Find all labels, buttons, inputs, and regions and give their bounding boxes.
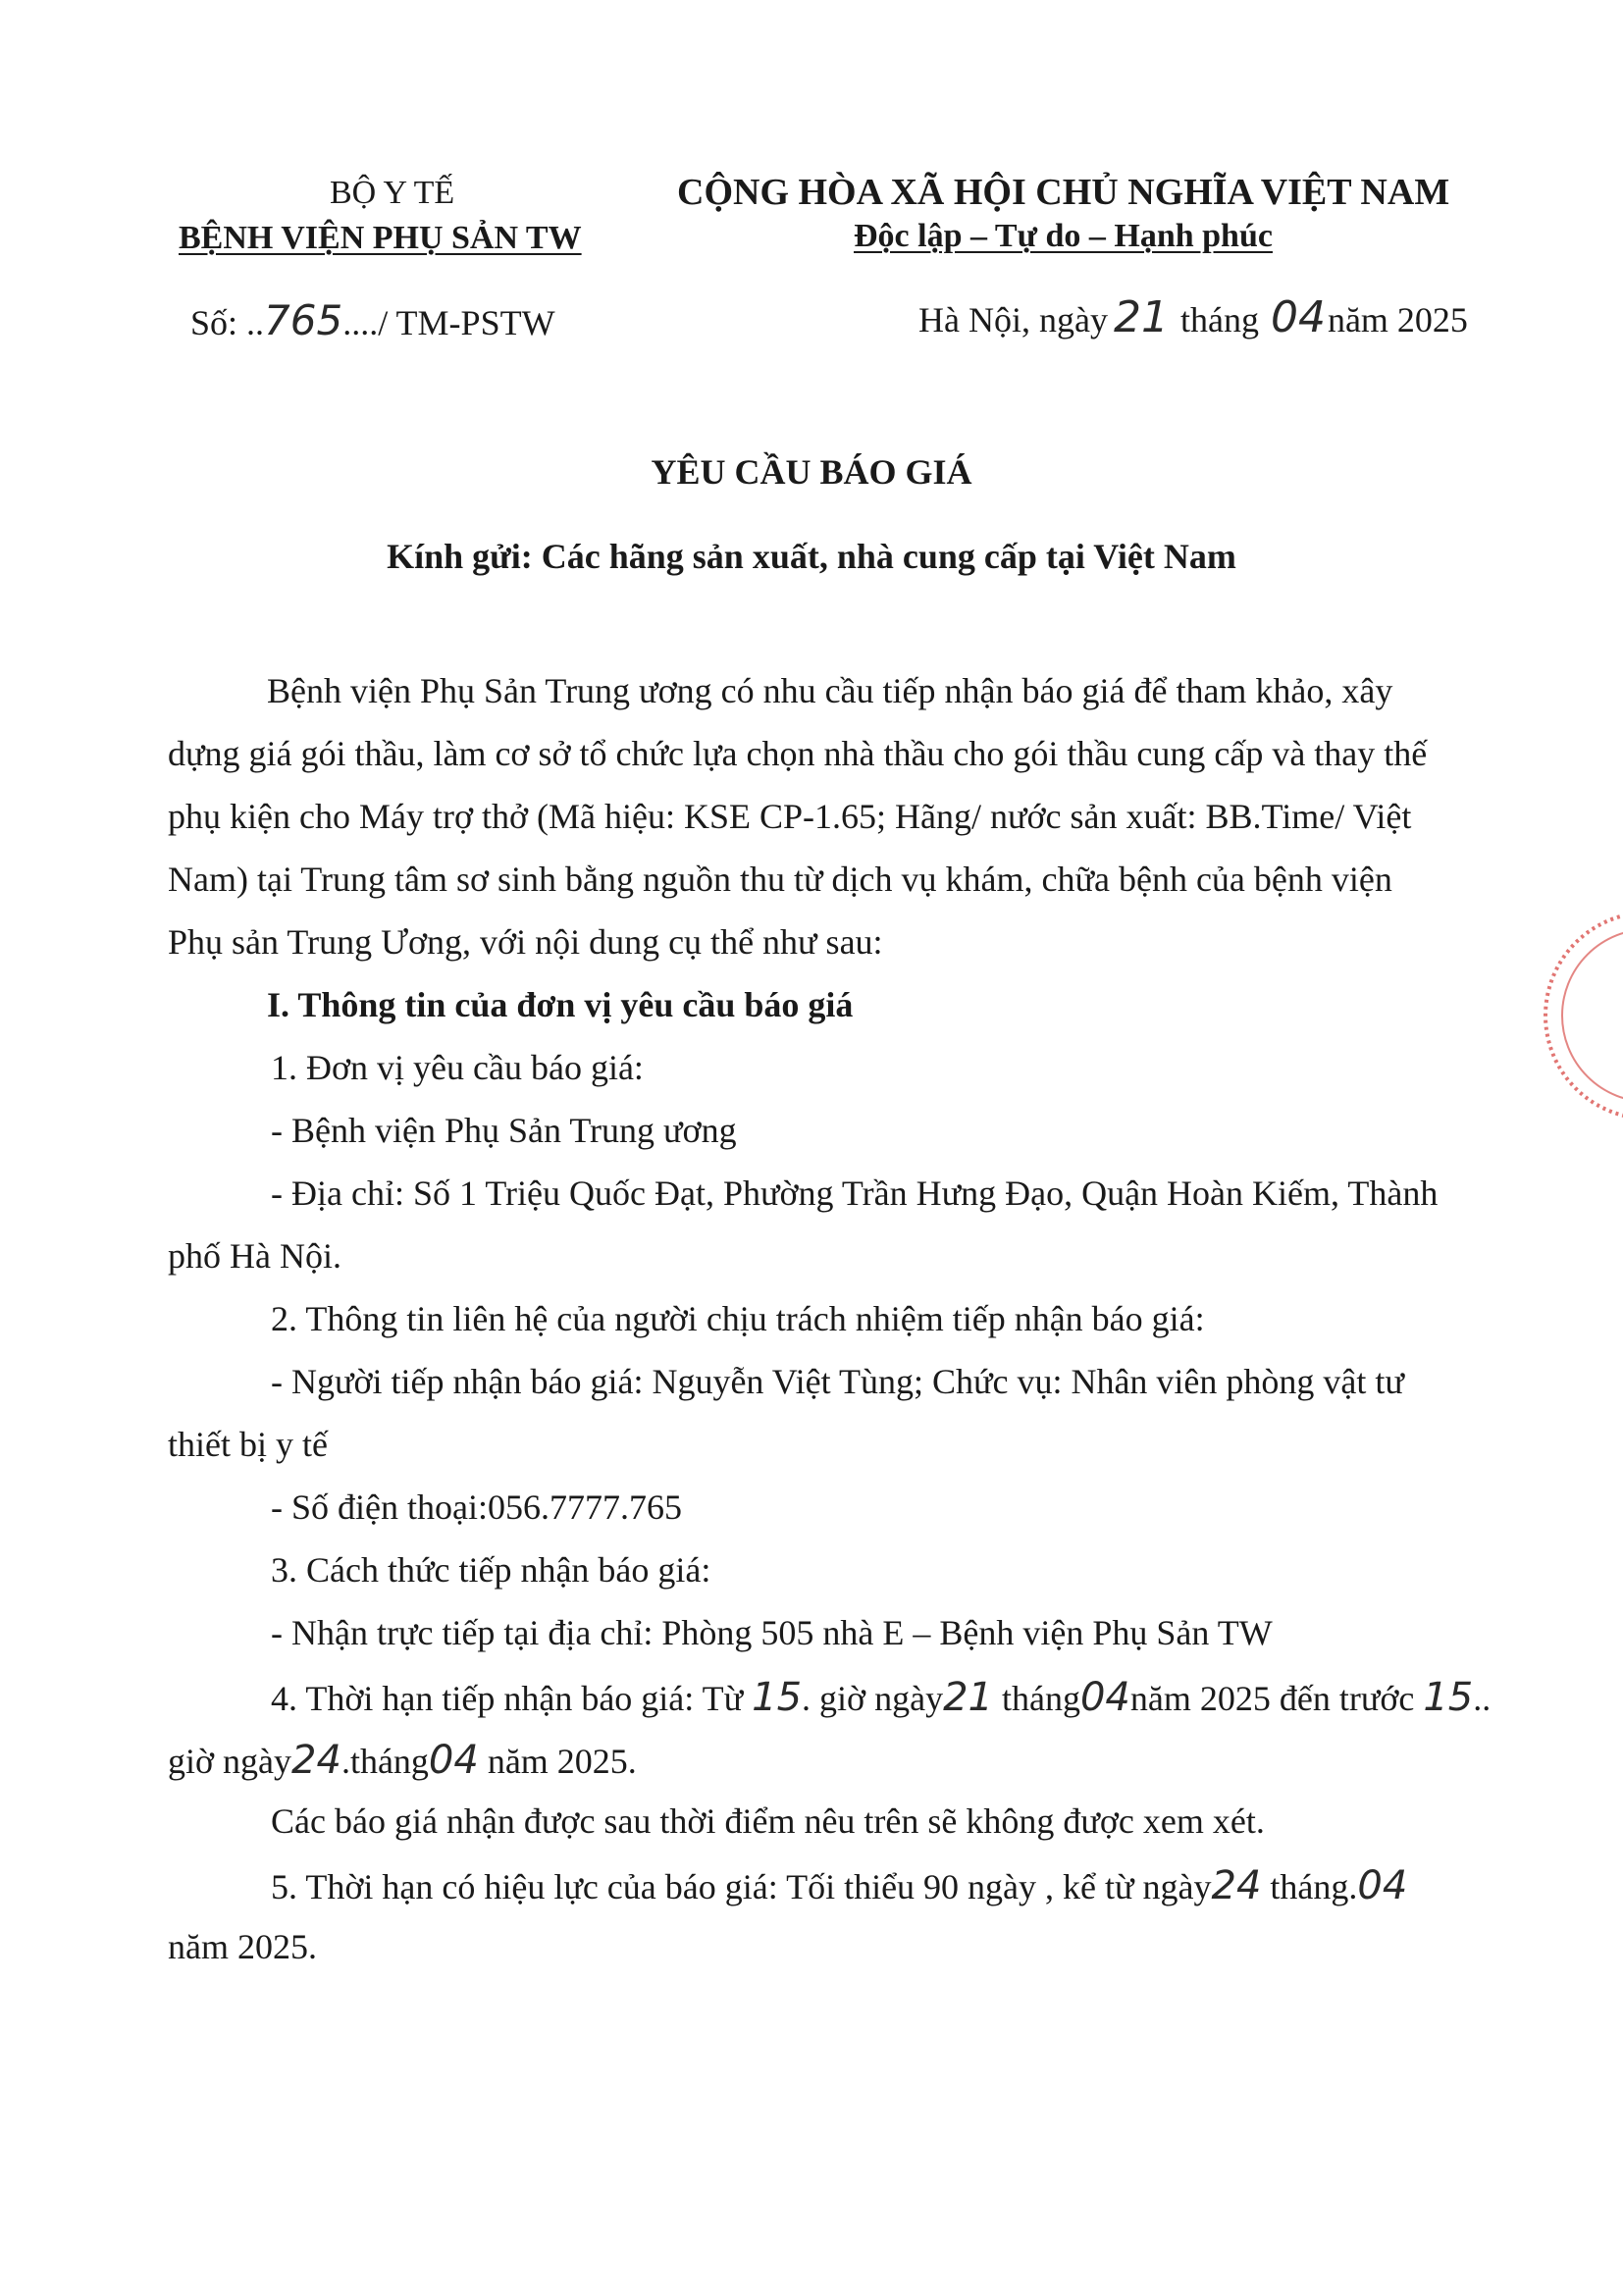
stamp-outer-ring — [1545, 913, 1623, 1119]
item-3: 3. Cách thức tiếp nhận báo giá: — [271, 1550, 711, 1590]
date-day-handwritten: 21 — [1113, 292, 1169, 342]
item-4-text: năm 2025. — [478, 1742, 637, 1781]
document-number — [190, 296, 555, 344]
item-5-line-a — [271, 1863, 1407, 1908]
seal-stamp-partial — [1531, 903, 1623, 1128]
item-1: 1. Đơn vị yêu cầu báo giá: — [271, 1048, 644, 1087]
item-5-day: 24 — [1211, 1863, 1262, 1908]
item-2-person-b: thiết bị y tế — [168, 1425, 328, 1464]
item-2: 2. Thông tin liên hệ của người chịu trách nhiệm tiếp nhận báo giá: — [271, 1299, 1205, 1338]
date-month-label: tháng — [1179, 300, 1259, 339]
item-4-line-a — [271, 1675, 1491, 1720]
item-4-text: .. — [1473, 1679, 1492, 1718]
section-heading: I. Thông tin của đơn vị yêu cầu báo giá — [267, 985, 854, 1024]
number-handwritten: 765 — [264, 296, 343, 344]
stamp-inner-ring — [1562, 929, 1623, 1102]
item-5-month: 04 — [1357, 1863, 1408, 1908]
item-5-line-b: năm 2025. — [168, 1927, 317, 1966]
item-5-text: tháng. — [1261, 1867, 1358, 1906]
item-5-text: 5. Thời hạn có hiệu lực của báo giá: Tối thiểu 90 ngày , kể từ ngày — [271, 1867, 1212, 1906]
intro-line-3: phụ kiện cho Máy trợ thở (Mã hiệu: KSE CP-1.65; Hãng/ nước sản xuất: BB.Time/ Việt — [168, 797, 1412, 836]
item-4-start-hour: 15 — [752, 1675, 803, 1720]
intro-line-4: Nam) tại Trung tâm sơ sinh bằng nguồn thu từ dịch vụ khám, chữa bệnh của bệnh viện — [168, 860, 1392, 899]
intro-line-1: Bệnh viện Phụ Sản Trung ương có nhu cầu tiếp nhận báo giá để tham khảo, xây — [267, 671, 1393, 710]
intro-line-2: dựng giá gói thầu, làm cơ sở tổ chức lựa chọn nhà thầu cho gói thầu cung cấp và thay thế — [168, 734, 1428, 773]
item-4-text: .tháng — [340, 1742, 429, 1781]
item-4-line-b — [168, 1738, 637, 1783]
document-date — [918, 292, 1468, 342]
date-prefix: Hà Nội, ngày — [918, 300, 1108, 339]
date-year: năm 2025 — [1327, 300, 1468, 339]
item-4-text: năm 2025 đến trước — [1129, 1679, 1424, 1718]
item-4-end-day: 24 — [291, 1738, 341, 1783]
item-1-name: - Bệnh viện Phụ Sản Trung ương — [271, 1111, 737, 1150]
item-3-method: - Nhận trực tiếp tại địa chỉ: Phòng 505 nhà E – Bệnh viện Phụ Sản TW — [271, 1613, 1273, 1652]
hospital-name: BỆNH VIỆN PHỤ SẢN TW — [179, 220, 582, 256]
item-4-end-month: 04 — [428, 1738, 479, 1783]
date-month-handwritten: 04 — [1270, 292, 1326, 342]
item-1-address-a: - Địa chỉ: Số 1 Triệu Quốc Đạt, Phường Trần Hưng Đạo, Quận Hoàn Kiếm, Thành — [271, 1174, 1439, 1213]
item-4-text: 4. Thời hạn tiếp nhận báo giá: Từ — [271, 1679, 753, 1718]
item-4-start-month: 04 — [1079, 1675, 1130, 1720]
document-title: YÊU CẦU BÁO GIÁ — [651, 452, 972, 492]
recipient-line: Kính gửi: Các hãng sản xuất, nhà cung cấp tại Việt Nam — [387, 537, 1236, 576]
item-4-note: Các báo giá nhận được sau thời điểm nêu trên sẽ không được xem xét. — [271, 1801, 1265, 1841]
ministry-name: BỘ Y TẾ — [330, 175, 455, 211]
item-4-end-hour: 15 — [1423, 1675, 1474, 1720]
item-1-address-b: phố Hà Nội. — [168, 1236, 341, 1276]
country-name: CỘNG HÒA XÃ HỘI CHỦ NGHĨA VIỆT NAM — [677, 172, 1450, 213]
item-4-text: giờ ngày — [168, 1742, 292, 1781]
number-suffix: ..../ TM-PSTW — [342, 303, 555, 342]
item-4-text: . giờ ngày — [802, 1679, 944, 1718]
item-2-person-a: - Người tiếp nhận báo giá: Nguyễn Việt Tùng; Chức vụ: Nhân viên phòng vật tư — [271, 1362, 1404, 1401]
item-4-start-day: 21 — [943, 1675, 993, 1720]
intro-line-5: Phụ sản Trung Ương, với nội dung cụ thể như sau: — [168, 922, 883, 962]
item-4-text: tháng — [992, 1679, 1080, 1718]
number-prefix: Số: .. — [190, 303, 265, 342]
item-2-phone: - Số điện thoại:056.7777.765 — [271, 1487, 682, 1527]
national-motto: Độc lập – Tự do – Hạnh phúc — [854, 218, 1273, 254]
